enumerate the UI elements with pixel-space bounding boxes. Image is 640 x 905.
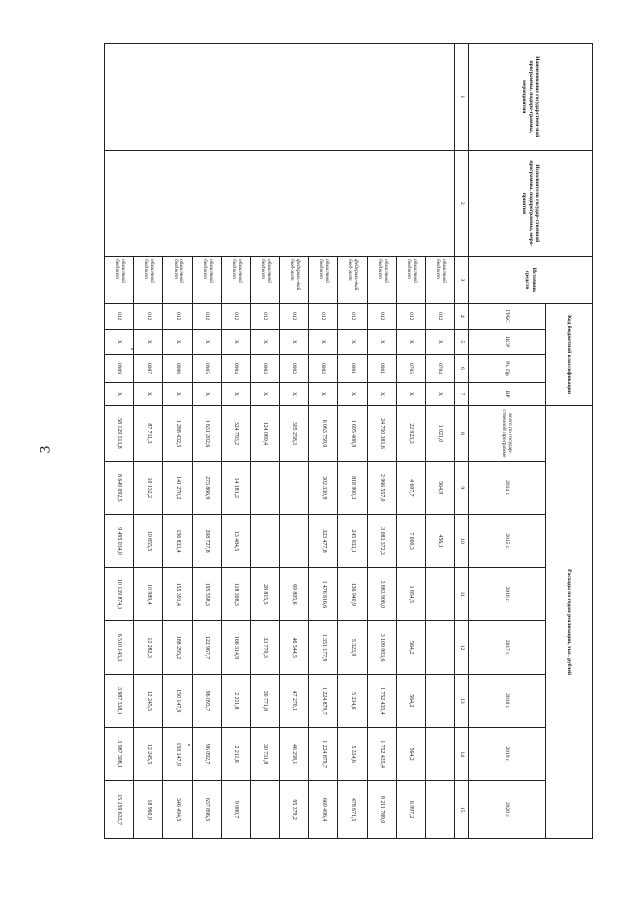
- source-cell: областной бюджет: [396, 257, 425, 304]
- grbs-cell: 012: [163, 303, 192, 329]
- year-2018-cell: 5 334,6: [338, 674, 367, 727]
- column-index-row: [455, 44, 469, 839]
- column-index: 15: [455, 781, 469, 839]
- column-index: 2: [455, 150, 469, 257]
- year-2017-cell: 12 282,3: [134, 621, 163, 674]
- grbs-cell: 012: [338, 303, 367, 329]
- vr-cell: Х: [309, 382, 338, 405]
- year-2016-cell: 69 805,6: [280, 568, 309, 621]
- column-index: 1: [455, 44, 469, 151]
- source-cell: областной бюджет: [425, 257, 454, 304]
- year-2019-cell: 46 258,1: [280, 728, 309, 781]
- header-name: Наименование государствен-ной программы, подпро-граммы, мероприятия: [469, 44, 593, 151]
- csr-cell: Х: [367, 329, 396, 355]
- total-cell: 124 089,4: [250, 406, 279, 461]
- year-2016-cell: 28 815,5: [250, 568, 279, 621]
- rzpr-cell: 0705: [396, 355, 425, 383]
- vr-cell: Х: [280, 382, 309, 405]
- header-row-1: [546, 44, 593, 839]
- header-total: всего по государ-ственной программе: [469, 406, 546, 461]
- column-index: 4: [455, 303, 469, 329]
- grbs-cell: 012: [367, 303, 396, 329]
- year-2016-cell: 10 139 874,1: [105, 568, 134, 621]
- year-2019-cell: 12 245,5: [134, 728, 163, 781]
- csr-cell: Х: [221, 329, 250, 355]
- header-expenses: Расходы по годам реализации, тыс. рублей: [546, 406, 593, 839]
- page-number: 3: [37, 445, 54, 454]
- header-budget-code: Код бюджетной классификации: [546, 303, 593, 405]
- grbs-cell: 012: [425, 303, 454, 329]
- header-year: 2016 г.: [469, 568, 546, 621]
- year-2018-cell: 47 270,1: [280, 674, 309, 727]
- grbs-cell: 012: [280, 303, 309, 329]
- year-2017-cell: 3 109 003,6: [367, 621, 396, 674]
- year-2014-cell: 8 649 092,5: [105, 461, 134, 514]
- vr-cell: Х: [134, 382, 163, 405]
- year-2018-cell: 2 211,8: [221, 674, 250, 727]
- year-2014-cell: 141 270,2: [163, 461, 192, 514]
- year-2019-cell: 1 224 879,7: [309, 728, 338, 781]
- vr-cell: Х: [192, 382, 221, 405]
- year-2017-cell: 6 510 143,3: [105, 621, 134, 674]
- year-2018-cell: 1 752 435,4: [367, 674, 396, 727]
- vr-cell: Х: [338, 382, 367, 405]
- year-2015-cell: 10 855,5: [134, 514, 163, 567]
- year-2014-cell: 2 966 557,0: [367, 461, 396, 514]
- year-2018-cell: 96 093,7: [192, 674, 221, 727]
- year-2016-cell: 136 940,9: [338, 568, 367, 621]
- column-index: 10: [455, 514, 469, 567]
- year-2016-cell: 155 391,4: [163, 568, 192, 621]
- csr-cell: Х: [192, 329, 221, 355]
- year-2019-cell: 3 987 308,1: [105, 728, 134, 781]
- year-2020-cell: 6 997,2: [396, 781, 425, 839]
- column-index: 14: [455, 728, 469, 781]
- grbs-cell: 012: [134, 303, 163, 329]
- year-2019-cell: 30 731,8: [250, 728, 279, 781]
- executor-cell: [105, 150, 455, 257]
- rzpr-cell: 0901: [367, 355, 396, 383]
- source-cell: областной бюджет: [192, 257, 221, 304]
- grbs-cell: 012: [396, 303, 425, 329]
- year-2020-cell: 478 671,5: [338, 781, 367, 839]
- total-cell: 1 288 432,5: [163, 406, 192, 461]
- header-executor: Исполнители государ-ственной программы, подпрограммы, меро-приятия: [469, 150, 593, 257]
- csr-cell: Х: [105, 329, 134, 355]
- csr-cell: Х: [250, 329, 279, 355]
- year-2016-cell: 118 308,3: [221, 568, 250, 621]
- csr-cell: Х: [134, 329, 163, 355]
- source-cell: областной бюджет: [309, 257, 338, 304]
- csr-cell: Х: [338, 329, 367, 355]
- rzpr-cell: 0909: [105, 355, 134, 383]
- year-2020-cell: 346 494,5: [163, 781, 192, 839]
- total-cell: 58 129 313,8: [105, 406, 134, 461]
- year-2020-cell: [425, 781, 454, 839]
- year-2014-cell: 818 900,3: [338, 461, 367, 514]
- source-cell: областной бюджет: [105, 257, 134, 304]
- year-2019-cell: 96 092,7: [192, 728, 221, 781]
- year-2017-cell: 188 295,2: [163, 621, 192, 674]
- year-2015-cell: 208 727,8: [192, 514, 221, 567]
- csr-cell: Х: [396, 329, 425, 355]
- header-year: 2019 г.: [469, 728, 546, 781]
- header-source: Источник средств: [469, 257, 593, 304]
- year-2014-cell: 302 330,9: [309, 461, 338, 514]
- year-2015-cell: 456,1: [425, 514, 454, 567]
- year-2017-cell: 166 314,9: [221, 621, 250, 674]
- csr-cell: Х: [280, 329, 309, 355]
- csr-cell: Х: [309, 329, 338, 355]
- total-cell: 87 711,3: [134, 406, 163, 461]
- year-2016-cell: 10 989,4: [134, 568, 163, 621]
- vr-cell: Х: [105, 382, 134, 405]
- year-2018-cell: [425, 674, 454, 727]
- source-cell: областной бюджет: [250, 257, 279, 304]
- year-2020-cell: 9 080,7: [221, 781, 250, 839]
- year-2017-cell: 564,2: [396, 621, 425, 674]
- year-2020-cell: 669 496,4: [309, 781, 338, 839]
- year-2018-cell: 1 224 879,7: [309, 674, 338, 727]
- header-year: 2020 г.: [469, 781, 546, 839]
- column-index: 6: [455, 355, 469, 383]
- column-index: 8: [455, 406, 469, 461]
- year-2018-cell: 150 147,9: [163, 674, 192, 727]
- grbs-cell: 012: [250, 303, 279, 329]
- column-index: 11: [455, 568, 469, 621]
- year-2017-cell: 1 351 177,9: [309, 621, 338, 674]
- year-2017-cell: 33 770,3: [250, 621, 279, 674]
- column-index: 7: [455, 382, 469, 405]
- vr-cell: Х: [425, 382, 454, 405]
- year-2018-cell: 564,2: [396, 674, 425, 727]
- year-2017-cell: 5 323,9: [338, 621, 367, 674]
- rzpr-cell: 0903: [250, 355, 279, 383]
- year-2019-cell: 2 211,8: [221, 728, 250, 781]
- year-2019-cell: 150 147,9: [163, 728, 192, 781]
- year-2019-cell: 564,2: [396, 728, 425, 781]
- source-cell: областной бюджет: [221, 257, 250, 304]
- rzpr-cell: 0904: [221, 355, 250, 383]
- rzpr-cell: 0901: [338, 355, 367, 383]
- year-2015-cell: 156 833,4: [163, 514, 192, 567]
- vr-cell: Х: [250, 382, 279, 405]
- rzpr-cell: 0704: [425, 355, 454, 383]
- year-2020-cell: [250, 781, 279, 839]
- vr-cell: Х: [163, 382, 192, 405]
- rotated-table-wrapper: [104, 43, 593, 839]
- year-2017-cell: 46 544,5: [280, 621, 309, 674]
- year-2015-cell: 323 477,8: [309, 514, 338, 567]
- year-2017-cell: [425, 621, 454, 674]
- header-year: 2017 г.: [469, 621, 546, 674]
- source-cell: областной бюджет: [367, 257, 396, 304]
- vr-cell: Х: [221, 382, 250, 405]
- year-2020-cell: 15 159 633,7: [105, 781, 134, 839]
- rzpr-cell: 0905: [192, 355, 221, 383]
- total-cell: 1 021,0: [425, 406, 454, 461]
- column-index: 13: [455, 674, 469, 727]
- year-2020-cell: 8 211 789,0: [367, 781, 396, 839]
- year-2014-cell: 273 866,9: [192, 461, 221, 514]
- year-2020-cell: 637 896,5: [192, 781, 221, 839]
- year-2015-cell: 3 083 372,3: [367, 514, 396, 567]
- source-cell: федераль-ный бюд-жет: [338, 257, 367, 304]
- year-2017-cell: 122 967,7: [192, 621, 221, 674]
- year-2019-cell: 1 752 435,4: [367, 728, 396, 781]
- csr-cell: Х: [163, 329, 192, 355]
- year-2015-cell: 9 495 034,0: [105, 514, 134, 567]
- vr-cell: Х: [367, 382, 396, 405]
- grbs-cell: 012: [192, 303, 221, 329]
- year-2015-cell: 245 033,1: [338, 514, 367, 567]
- total-cell: 24 750 381,6: [367, 406, 396, 461]
- total-cell: 22 923,3: [396, 406, 425, 461]
- rzpr-cell: 0902: [280, 355, 309, 383]
- header-year: 2014 г.: [469, 461, 546, 514]
- grbs-cell: 012: [309, 303, 338, 329]
- year-2015-cell: 7 690,3: [396, 514, 425, 567]
- year-2020-cell: 18 960,9: [134, 781, 163, 839]
- header-year: 2015 г.: [469, 514, 546, 567]
- rzpr-cell: 0907: [134, 355, 163, 383]
- table-body: [105, 44, 469, 839]
- year-2014-cell: 10 132,2: [134, 461, 163, 514]
- year-2019-cell: [425, 728, 454, 781]
- year-2016-cell: 3 883 908,0: [367, 568, 396, 621]
- grbs-cell: 012: [221, 303, 250, 329]
- header-csr: ЦСР: [469, 329, 546, 355]
- column-index: 12: [455, 621, 469, 674]
- year-2018-cell: 12 245,5: [134, 674, 163, 727]
- source-cell: областной бюджет: [134, 257, 163, 304]
- year-2015-cell: [250, 514, 279, 567]
- rzpr-cell: 0902: [309, 355, 338, 383]
- year-2019-cell: 5 334,6: [338, 728, 367, 781]
- year-2018-cell: 30 771,8: [250, 674, 279, 727]
- table-row: [425, 44, 454, 839]
- year-2015-cell: 13 484,5: [221, 514, 250, 567]
- csr-cell: Х: [425, 329, 454, 355]
- source-cell: областной бюджет: [163, 257, 192, 304]
- year-2014-cell: 14 181,2: [221, 461, 250, 514]
- year-2015-cell: [280, 514, 309, 567]
- total-cell: 1 695 408,9: [338, 406, 367, 461]
- column-index: 5: [455, 329, 469, 355]
- vr-cell: Х: [396, 382, 425, 405]
- program-name-cell: [105, 44, 455, 151]
- column-index: 9: [455, 461, 469, 514]
- source-cell: федераль-ный бюд-жет: [280, 257, 309, 304]
- year-2014-cell: 4 697,7: [396, 461, 425, 514]
- total-cell: 1 631 202,6: [192, 406, 221, 461]
- header-rzpr: Рз, Пр: [469, 355, 546, 383]
- year-2016-cell: [425, 568, 454, 621]
- grbs-cell: 012: [105, 303, 134, 329]
- header-vr: ВР: [469, 382, 546, 405]
- total-cell: 6 063 759,0: [309, 406, 338, 461]
- header-year: 2018 г.: [469, 674, 546, 727]
- year-2016-cell: 1 854,5: [396, 568, 425, 621]
- year-2020-cell: 95 379,2: [280, 781, 309, 839]
- year-2014-cell: [280, 461, 309, 514]
- column-index: 3: [455, 257, 469, 304]
- year-2018-cell: 3 987 338,1: [105, 674, 134, 727]
- header-grbs: ГРБС: [469, 303, 546, 329]
- total-cell: 324 793,2: [221, 406, 250, 461]
- year-2014-cell: [250, 461, 279, 514]
- year-2016-cell: 195 558,3: [192, 568, 221, 621]
- rzpr-cell: 0906: [163, 355, 192, 383]
- total-cell: 305 258,3: [280, 406, 309, 461]
- budget-table: [104, 43, 593, 839]
- year-2016-cell: 1 476 816,6: [309, 568, 338, 621]
- year-2014-cell: 564,9: [425, 461, 454, 514]
